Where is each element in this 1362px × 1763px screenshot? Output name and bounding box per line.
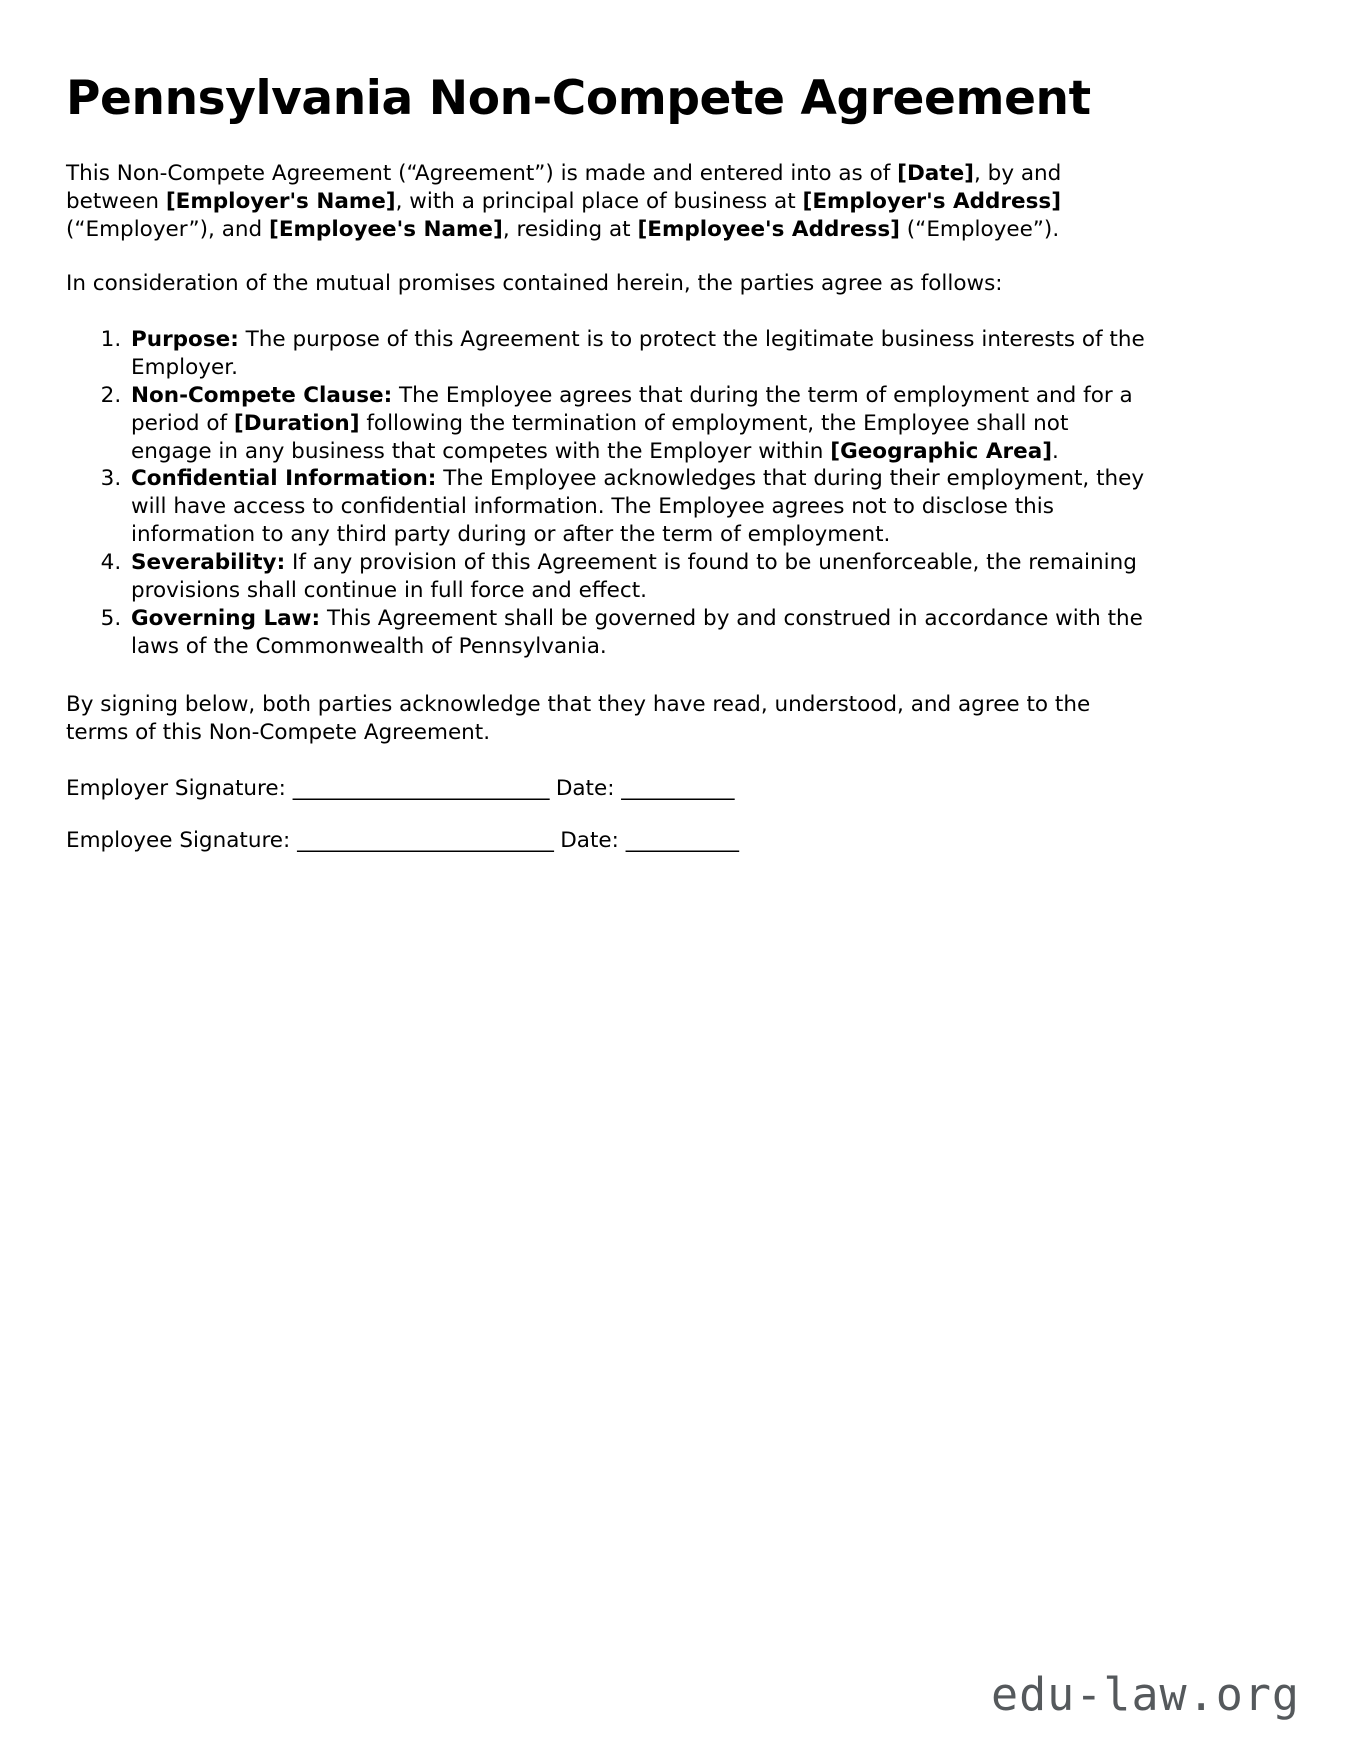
list-item (128, 382, 1146, 466)
spacer (66, 661, 1146, 691)
employee-signature-label: Employee Signature: (66, 827, 298, 853)
clause-body-part-1: The Employee agrees that during the term of employment and for a period of (131, 382, 1133, 436)
acknowledgement-paragraph: By signing below, both parties acknowledge that they have read, understood, and agree to the terms of this Non-Compete Agreement. (66, 692, 1091, 745)
clause-heading: Governing Law: (131, 606, 321, 632)
list-item (128, 465, 1146, 549)
list-item (128, 549, 1146, 605)
intro-text-3: , with a principal place of business at (395, 188, 803, 214)
employer-signature-row (66, 775, 1146, 803)
intro-text-2: , by and between (66, 161, 1062, 214)
clause-heading: Confidential Information: (131, 466, 437, 492)
page-title: Pennsylvania Non-Compete Agreement (66, 71, 1091, 126)
employee-signature-blank[interactable]: _________________________ (297, 827, 554, 853)
clause-body: The purpose of this Agreement is to protect the legitimate business interests of the Employer. (131, 326, 1145, 380)
clause-body: This Agreement shall be governed by and construed in accordance with the laws of the Commonwealth of Pennsylvania. (131, 606, 1143, 660)
employer-signature-label: Employer Signature: (66, 775, 293, 801)
intro-text-6: (“Employee”). (899, 216, 1060, 242)
intro-text-5: , residing at (502, 216, 638, 242)
employee-date-blank[interactable]: ___________ (625, 827, 739, 853)
spacer (66, 244, 1146, 270)
spacer (66, 126, 1146, 160)
list-item (128, 605, 1146, 661)
employer-signature-blank[interactable]: _________________________ (292, 775, 549, 801)
clause-body-part-3: . (1052, 438, 1059, 464)
intro-paragraph (66, 160, 1146, 244)
list-item (128, 326, 1146, 382)
employer-name-placeholder: [Employer's Name] (165, 188, 396, 214)
employee-date-label: Date: (553, 827, 626, 853)
clause-body: The Employee acknowledges that during their employment, they will have access to confidential information. The Employee agrees not to disclose this information to any third party during or after the term of employment. (131, 466, 1145, 548)
clause-heading: Purpose: (131, 326, 239, 352)
intro-text-1: This Non-Compete Agreement (“Agreement”) is made and entered into as of (66, 161, 898, 187)
document-body (66, 72, 1146, 855)
geographic-area-placeholder: [Geographic Area] (830, 438, 1053, 464)
intro-text-4: (“Employer”), and (66, 216, 270, 242)
site-watermark: edu-law.org (990, 1668, 1300, 1721)
employer-address-placeholder: [Employer's Address] (802, 188, 1062, 214)
clause-body: If any provision of this Agreement is found to be unenforceable, the remaining provisions shall continue in full force and effect. (131, 550, 1137, 604)
consideration-paragraph: In consideration of the mutual promises contained herein, the parties agree as follows: (66, 270, 1003, 296)
employee-signature-row (66, 827, 1146, 855)
date-placeholder: [Date] (897, 161, 974, 187)
employee-address-placeholder: [Employee's Address] (637, 216, 900, 242)
spacer (66, 747, 1146, 775)
employer-date-blank[interactable]: ___________ (621, 775, 735, 801)
clause-list (66, 326, 1146, 661)
clause-heading: Non-Compete Clause: (131, 382, 393, 408)
clause-body-part-2: following the termination of employment, the Employee shall not engage in any business that competes with the Employer within (131, 410, 1069, 464)
spacer (66, 803, 1146, 827)
employer-date-label: Date: (548, 775, 622, 801)
duration-placeholder: [Duration] (233, 410, 360, 436)
employee-name-placeholder: [Employee's Name] (269, 216, 503, 242)
spacer (66, 298, 1146, 326)
clause-heading: Severability: (131, 550, 286, 576)
